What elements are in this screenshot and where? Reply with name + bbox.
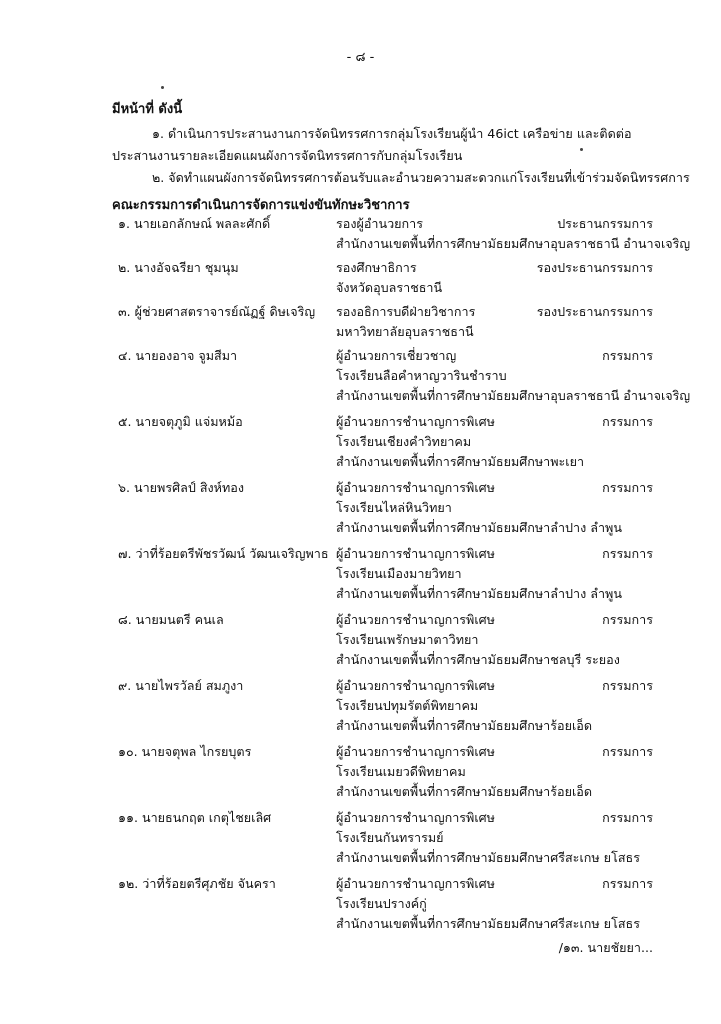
member-name: ๑๑. นายธนกฤต เกตุไชยเลิศ [118, 810, 272, 825]
member-name: ๑๐. นายจตุพล ไกรยบุตร [118, 744, 252, 759]
member-position: กรรมการ [602, 678, 653, 693]
member-org-2: สำนักงานเขตพื้นที่การศึกษามัธยมศึกษาพะเยา [336, 454, 585, 469]
member-name: ๓. ผู้ช่วยศาสตราจารย์ณัฏฐ์ ดิษเจริญ [118, 304, 316, 319]
member-org: โรงเรียนปรางค์กู่ [336, 896, 427, 911]
member-org-2: สำนักงานเขตพื้นที่การศึกษามัธยมศึกษาชลบุรี ระยอง [336, 652, 620, 667]
duty-item-1-cont: ประสานงานรายละเอียดแผนผังการจัดนิทรรศการกับกลุ่มโรงเรียน [112, 148, 463, 163]
member-position: กรรมการ [602, 546, 653, 561]
member-name: ๒. นางอัจฉรียา ชุมนุม [118, 260, 239, 275]
duty-item-2: ๒. จัดทำแผนผังการจัดนิทรรศการต้อนรับและอำนวยความสะดวกแก่โรงเรียนที่เข้าร่วมจัดนิทรรศการ [152, 170, 690, 185]
member-org: โรงเรียนเมืองมายวิทยา [336, 566, 462, 581]
committee-member [0, 676, 721, 736]
member-name: ๑๒. ว่าที่ร้อยตรีศุภชัย จันครา [118, 876, 276, 891]
member-role: รองผู้อำนวยการ [336, 216, 424, 231]
member-name: ๔. นายองอาจ จูมสีมา [118, 348, 238, 363]
page-number: - ๘ - [346, 50, 375, 65]
member-org: โรงเรียนเมยวดีพิทยาคม [336, 764, 466, 779]
member-position: รองประธานกรรมการ [536, 260, 653, 275]
member-org-2: สำนักงานเขตพื้นที่การศึกษามัธยมศึกษาลำปาง ลำพูน [336, 586, 622, 601]
committee-member [0, 346, 721, 406]
member-org-2: สำนักงานเขตพื้นที่การศึกษามัธยมศึกษาอุบลราชธานี อำนาจเจริญ [336, 388, 691, 403]
member-org: โรงเรียนเชียงคำวิทยาคม [336, 434, 472, 449]
member-position: กรรมการ [602, 480, 653, 495]
scan-mark [161, 86, 164, 89]
member-name: ๙. นายไพรวัลย์ สมภูงา [118, 678, 244, 693]
member-role: ผู้อำนวยการชำนาญการพิเศษ [336, 678, 495, 693]
member-org: โรงเรียนลือคำหาญวารินชำราบ [336, 368, 507, 383]
member-org: สำนักงานเขตพื้นที่การศึกษามัธยมศึกษาอุบลราชธานี อำนาจเจริญ [336, 236, 691, 251]
member-name: ๖. นายพรศิลป์ สิงห์ทอง [118, 480, 244, 495]
member-position: กรรมการ [602, 612, 653, 627]
member-org-2: สำนักงานเขตพื้นที่การศึกษามัธยมศึกษาศรีสะเกษ ยโสธร [336, 850, 640, 865]
member-role: ผู้อำนวยการเชี่ยวชาญ [336, 348, 457, 363]
member-role: ผู้อำนวยการชำนาญการพิเศษ [336, 480, 495, 495]
committee-member [0, 544, 721, 604]
member-role: ผู้อำนวยการชำนาญการพิเศษ [336, 744, 495, 759]
member-org: โรงเรียนปทุมรัตต์พิทยาคม [336, 698, 479, 713]
member-position: กรรมการ [602, 348, 653, 363]
member-position: รองประธานกรรมการ [536, 304, 653, 319]
member-position: กรรมการ [602, 414, 653, 429]
committee-member [0, 742, 721, 802]
member-name: ๕. นายจตุภูมิ แจ่มหม้อ [118, 414, 243, 429]
member-org-2: สำนักงานเขตพื้นที่การศึกษามัธยมศึกษาศรีสะเกษ ยโสธร [336, 916, 640, 931]
member-name: ๘. นายมนตรี คนเล [118, 612, 224, 627]
member-role: รองศึกษาธิการ [336, 260, 417, 275]
duty-item-1: ๑. ดำเนินการประสานงานการจัดนิทรรศการกลุ่มโรงเรียนผู้นำ 46ict เครือข่าย และติดต่อ [152, 126, 632, 141]
committee-member [0, 808, 721, 868]
member-name: ๑. นายเอกลักษณ์ พลละศักดิ์ [118, 216, 271, 231]
member-org: โรงเรียนเพรักษมาตาวิทยา [336, 632, 479, 647]
committee-member [0, 412, 721, 472]
member-org-2: สำนักงานเขตพื้นที่การศึกษามัธยมศึกษาลำปาง ลำพูน [336, 520, 622, 535]
member-position: กรรมการ [602, 744, 653, 759]
member-role: ผู้อำนวยการชำนาญการพิเศษ [336, 546, 495, 561]
member-org-2: สำนักงานเขตพื้นที่การศึกษามัธยมศึกษาร้อยเอ็ด [336, 718, 592, 733]
member-role: ผู้อำนวยการชำนาญการพิเศษ [336, 612, 495, 627]
committee-heading: คณะกรรมการดำเนินการจัดการแข่งขันทักษะวิชาการ [112, 198, 410, 213]
duties-heading: มีหน้าที่ ดังนี้ [112, 102, 183, 117]
committee-member [0, 478, 721, 538]
committee-member [0, 874, 721, 934]
member-org: มหาวิทยาลัยอุบลราชธานี [336, 324, 474, 339]
member-position: ประธานกรรมการ [557, 216, 653, 231]
member-org: จังหวัดอุบลราชธานี [336, 280, 443, 295]
member-role: ผู้อำนวยการชำนาญการพิเศษ [336, 876, 495, 891]
member-role: ผู้อำนวยการชำนาญการพิเศษ [336, 810, 495, 825]
continuation-note: /๑๓. นายชัยยา... [558, 940, 653, 955]
member-org-2: สำนักงานเขตพื้นที่การศึกษามัธยมศึกษาร้อยเอ็ด [336, 784, 592, 799]
member-role: รองอธิการบดีฝ่ายวิชาการ [336, 304, 476, 319]
member-position: กรรมการ [602, 810, 653, 825]
member-role: ผู้อำนวยการชำนาญการพิเศษ [336, 414, 495, 429]
member-name: ๗. ว่าที่ร้อยตรีพัชรวัฒน์ วัฒนเจริญพาธ [118, 546, 329, 561]
member-org: โรงเรียนไหล่หินวิทยา [336, 500, 452, 515]
committee-member [0, 610, 721, 670]
member-position: กรรมการ [602, 876, 653, 891]
member-org: โรงเรียนกันทรารมย์ [336, 830, 444, 845]
scan-mark [580, 148, 583, 151]
